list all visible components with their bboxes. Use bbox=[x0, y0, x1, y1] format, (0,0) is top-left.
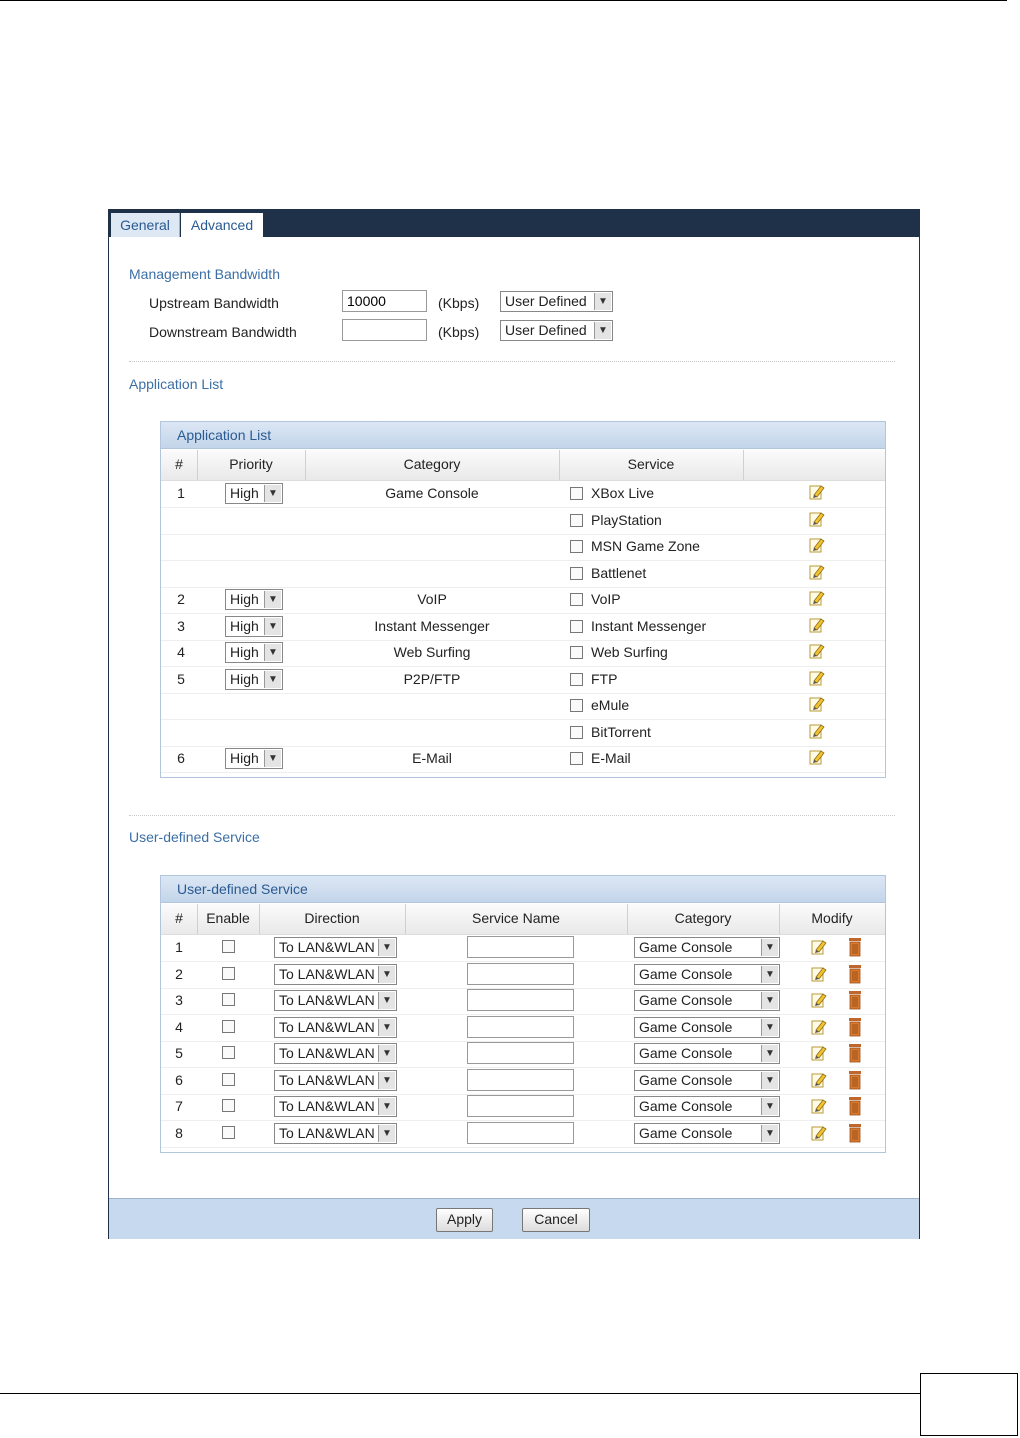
category-text: Instant Messenger bbox=[374, 617, 490, 634]
col-num: # bbox=[175, 456, 183, 472]
edit-icon[interactable] bbox=[810, 1018, 828, 1036]
enable-checkbox[interactable] bbox=[222, 940, 235, 953]
row-number: 3 bbox=[175, 992, 183, 1008]
table-row bbox=[161, 667, 885, 694]
col-category: Category bbox=[674, 910, 732, 926]
delete-icon[interactable] bbox=[846, 1096, 864, 1116]
chevron-down-icon: ▼ bbox=[378, 992, 395, 1009]
category-select[interactable] bbox=[634, 1123, 780, 1144]
row-number: 6 bbox=[175, 1071, 183, 1088]
category-select[interactable] bbox=[634, 1070, 780, 1091]
chevron-down-icon: ▼ bbox=[761, 1019, 778, 1036]
category-value: Game Console bbox=[639, 992, 733, 1008]
category-select[interactable] bbox=[634, 964, 780, 985]
category-select[interactable] bbox=[634, 1017, 780, 1038]
management-bandwidth-title: Management Bandwidth bbox=[129, 266, 280, 282]
service-text: Battlenet bbox=[591, 564, 647, 581]
apply-button[interactable]: Apply bbox=[436, 1208, 493, 1232]
downstream-mode-value: User Defined bbox=[505, 322, 587, 338]
direction-select[interactable] bbox=[274, 1017, 397, 1038]
table-row bbox=[161, 1041, 885, 1068]
row-number: 4 bbox=[177, 644, 185, 660]
edit-icon[interactable] bbox=[808, 510, 826, 528]
direction-value: To LAN&WLAN bbox=[279, 992, 375, 1008]
service-checkbox[interactable] bbox=[570, 646, 583, 659]
service-name-input[interactable] bbox=[467, 936, 574, 958]
chevron-down-icon: ▼ bbox=[264, 591, 281, 608]
chevron-down-icon: ▼ bbox=[378, 1125, 395, 1142]
button-bar bbox=[109, 1198, 919, 1239]
row-number: 1 bbox=[177, 485, 185, 501]
category-select[interactable] bbox=[634, 937, 780, 958]
category-text: Web Surfing bbox=[393, 644, 471, 660]
user-defined-column-headers bbox=[161, 904, 885, 935]
row-number: 4 bbox=[175, 1018, 183, 1035]
edit-icon[interactable] bbox=[810, 1071, 828, 1089]
user-defined-table-header bbox=[161, 876, 885, 903]
edit-icon[interactable] bbox=[810, 1124, 828, 1142]
category-value: Game Console bbox=[639, 1018, 733, 1035]
upstream-unit: (Kbps) bbox=[438, 295, 480, 311]
upstream-input[interactable] bbox=[342, 290, 427, 312]
priority-select[interactable] bbox=[225, 589, 283, 610]
col-enable: Enable bbox=[206, 910, 250, 926]
direction-value: To LAN&WLAN bbox=[279, 1018, 375, 1035]
col-direction: Direction bbox=[304, 910, 360, 926]
delete-icon[interactable] bbox=[846, 1070, 864, 1090]
table-row bbox=[161, 746, 885, 773]
downstream-mode-select[interactable] bbox=[500, 320, 613, 341]
service-checkbox[interactable] bbox=[570, 567, 583, 580]
direction-select[interactable] bbox=[274, 1070, 397, 1091]
edit-icon[interactable] bbox=[808, 722, 826, 740]
edit-icon[interactable] bbox=[810, 938, 828, 956]
table-row bbox=[161, 587, 885, 614]
enable-checkbox[interactable] bbox=[222, 1126, 235, 1139]
chevron-down-icon: ▼ bbox=[378, 1019, 395, 1036]
chevron-down-icon: ▼ bbox=[594, 293, 611, 310]
application-list-section-title: Application List bbox=[129, 376, 224, 392]
cancel-button[interactable]: Cancel bbox=[522, 1208, 590, 1232]
downstream-unit: (Kbps) bbox=[438, 324, 480, 340]
table-row bbox=[161, 935, 885, 962]
page-top-rule bbox=[0, 0, 1007, 1]
delete-icon[interactable] bbox=[846, 964, 864, 984]
row-number: 6 bbox=[177, 750, 185, 766]
category-select[interactable] bbox=[634, 1096, 780, 1117]
service-text: BitTorrent bbox=[591, 723, 651, 740]
table-row bbox=[161, 962, 885, 989]
direction-select[interactable] bbox=[274, 990, 397, 1011]
row-number: 7 bbox=[175, 1098, 183, 1114]
priority-value: High bbox=[230, 750, 259, 766]
table-row bbox=[161, 561, 885, 588]
row-number: 2 bbox=[175, 965, 183, 982]
direction-value: To LAN&WLAN bbox=[279, 1071, 375, 1088]
user-defined-service-table bbox=[160, 875, 886, 1153]
service-checkbox[interactable] bbox=[570, 673, 583, 686]
chevron-down-icon: ▼ bbox=[761, 1098, 778, 1115]
category-value: Game Console bbox=[639, 1045, 733, 1061]
section-divider bbox=[129, 361, 895, 362]
priority-value: High bbox=[230, 617, 259, 634]
direction-select[interactable] bbox=[274, 937, 397, 958]
table-row bbox=[161, 1068, 885, 1095]
service-text: Instant Messenger bbox=[591, 617, 707, 634]
category-select[interactable] bbox=[634, 1043, 780, 1064]
service-checkbox[interactable] bbox=[570, 593, 583, 606]
application-list-table-header bbox=[161, 422, 885, 449]
edit-icon[interactable] bbox=[808, 589, 826, 607]
table-row bbox=[161, 693, 885, 720]
application-list-table bbox=[160, 421, 886, 778]
enable-checkbox[interactable] bbox=[222, 993, 235, 1006]
service-name-input[interactable] bbox=[467, 989, 574, 1011]
tab-bar bbox=[109, 210, 919, 237]
priority-select[interactable] bbox=[225, 483, 283, 504]
delete-icon[interactable] bbox=[846, 990, 864, 1010]
edit-icon[interactable] bbox=[810, 991, 828, 1009]
edit-icon[interactable] bbox=[810, 1044, 828, 1062]
edit-icon[interactable] bbox=[808, 695, 826, 713]
advanced-settings-panel bbox=[108, 209, 920, 1239]
service-name-input[interactable] bbox=[467, 1122, 574, 1144]
chevron-down-icon: ▼ bbox=[378, 1098, 395, 1115]
service-text: FTP bbox=[591, 670, 618, 687]
chevron-down-icon: ▼ bbox=[264, 618, 281, 635]
service-checkbox[interactable] bbox=[570, 752, 583, 765]
category-value: Game Console bbox=[639, 1098, 733, 1114]
service-text: Web Surfing bbox=[591, 644, 668, 660]
page-number-box bbox=[920, 1373, 1018, 1436]
row-number: 2 bbox=[177, 591, 185, 607]
edit-icon[interactable] bbox=[808, 483, 826, 501]
delete-icon[interactable] bbox=[846, 1123, 864, 1143]
chevron-down-icon: ▼ bbox=[264, 485, 281, 502]
table-row bbox=[161, 720, 885, 747]
priority-select[interactable] bbox=[225, 748, 283, 769]
edit-icon[interactable] bbox=[810, 965, 828, 983]
application-list-table-title: Application List bbox=[177, 427, 272, 443]
category-text: E-Mail bbox=[412, 750, 452, 766]
table-row bbox=[161, 534, 885, 561]
edit-icon[interactable] bbox=[808, 563, 826, 581]
upstream-mode-value: User Defined bbox=[505, 293, 587, 309]
edit-icon[interactable] bbox=[808, 616, 826, 634]
category-value: Game Console bbox=[639, 965, 733, 982]
direction-select[interactable] bbox=[274, 1043, 397, 1064]
category-text: Game Console bbox=[385, 485, 479, 501]
service-checkbox[interactable] bbox=[570, 620, 583, 633]
upstream-label: Upstream Bandwidth bbox=[149, 295, 279, 311]
table-row bbox=[161, 640, 885, 667]
col-modify: Modify bbox=[811, 910, 853, 926]
edit-icon[interactable] bbox=[810, 1097, 828, 1115]
priority-value: High bbox=[230, 591, 259, 607]
priority-select[interactable] bbox=[225, 669, 283, 690]
tab-advanced[interactable]: Advanced bbox=[181, 213, 263, 238]
col-service-name: Service Name bbox=[472, 910, 560, 926]
direction-value: To LAN&WLAN bbox=[279, 1045, 375, 1061]
table-row bbox=[161, 1121, 885, 1148]
row-number: 1 bbox=[175, 939, 183, 955]
priority-select[interactable] bbox=[225, 616, 283, 637]
chevron-down-icon: ▼ bbox=[264, 750, 281, 767]
delete-icon[interactable] bbox=[846, 1017, 864, 1037]
chevron-down-icon: ▼ bbox=[761, 1045, 778, 1062]
direction-value: To LAN&WLAN bbox=[279, 965, 375, 982]
enable-checkbox[interactable] bbox=[222, 967, 235, 980]
user-defined-section-title: User-defined Service bbox=[129, 829, 260, 845]
tab-general[interactable]: General bbox=[111, 213, 180, 237]
service-checkbox[interactable] bbox=[570, 699, 583, 712]
chevron-down-icon: ▼ bbox=[378, 1045, 395, 1062]
category-text: P2P/FTP bbox=[403, 670, 461, 687]
downstream-input[interactable] bbox=[342, 319, 427, 341]
row-number: 3 bbox=[177, 617, 185, 634]
chevron-down-icon: ▼ bbox=[378, 939, 395, 956]
service-text: PlayStation bbox=[591, 511, 662, 528]
service-text: E-Mail bbox=[591, 750, 631, 766]
chevron-down-icon: ▼ bbox=[761, 1072, 778, 1089]
user-defined-table-title: User-defined Service bbox=[177, 881, 308, 897]
service-checkbox[interactable] bbox=[570, 514, 583, 527]
chevron-down-icon: ▼ bbox=[761, 1125, 778, 1142]
chevron-down-icon: ▼ bbox=[264, 644, 281, 661]
table-row bbox=[161, 1015, 885, 1042]
category-select[interactable] bbox=[634, 990, 780, 1011]
edit-icon[interactable] bbox=[808, 748, 826, 766]
service-name-input[interactable] bbox=[467, 1042, 574, 1064]
direction-value: To LAN&WLAN bbox=[279, 1124, 375, 1141]
col-category: Category bbox=[403, 456, 461, 472]
chevron-down-icon: ▼ bbox=[264, 671, 281, 688]
priority-select[interactable] bbox=[225, 642, 283, 663]
service-name-input[interactable] bbox=[467, 1069, 574, 1091]
service-text: eMule bbox=[591, 697, 630, 713]
direction-select[interactable] bbox=[274, 1096, 397, 1117]
service-text: MSN Game Zone bbox=[591, 538, 700, 554]
edit-icon[interactable] bbox=[808, 669, 826, 687]
row-number: 5 bbox=[175, 1045, 183, 1061]
page-bottom-rule bbox=[0, 1393, 920, 1394]
enable-checkbox[interactable] bbox=[222, 1099, 235, 1112]
chevron-down-icon: ▼ bbox=[761, 966, 778, 983]
chevron-down-icon: ▼ bbox=[761, 939, 778, 956]
service-checkbox[interactable] bbox=[570, 540, 583, 553]
application-list-column-headers bbox=[161, 450, 885, 481]
chevron-down-icon: ▼ bbox=[761, 992, 778, 1009]
edit-icon[interactable] bbox=[808, 642, 826, 660]
service-checkbox[interactable] bbox=[570, 487, 583, 500]
delete-icon[interactable] bbox=[846, 937, 864, 957]
direction-select[interactable] bbox=[274, 1123, 397, 1144]
row-number: 8 bbox=[175, 1124, 183, 1141]
enable-checkbox[interactable] bbox=[222, 1073, 235, 1086]
service-checkbox[interactable] bbox=[570, 726, 583, 739]
priority-value: High bbox=[230, 670, 259, 687]
category-value: Game Console bbox=[639, 1124, 733, 1141]
chevron-down-icon: ▼ bbox=[594, 322, 611, 339]
edit-icon[interactable] bbox=[808, 536, 826, 554]
chevron-down-icon: ▼ bbox=[378, 966, 395, 983]
table-row bbox=[161, 1094, 885, 1121]
direction-value: To LAN&WLAN bbox=[279, 1098, 375, 1114]
table-row bbox=[161, 481, 885, 508]
service-name-input[interactable] bbox=[467, 1095, 574, 1117]
table-row bbox=[161, 988, 885, 1015]
service-name-input[interactable] bbox=[467, 1016, 574, 1038]
downstream-label: Downstream Bandwidth bbox=[149, 324, 297, 340]
col-service: Service bbox=[627, 456, 675, 472]
priority-value: High bbox=[230, 644, 259, 660]
service-name-input[interactable] bbox=[467, 963, 574, 985]
service-text: VoIP bbox=[591, 591, 621, 607]
col-separator bbox=[743, 450, 744, 480]
direction-select[interactable] bbox=[274, 964, 397, 985]
table-row bbox=[161, 508, 885, 535]
category-text: VoIP bbox=[417, 591, 447, 607]
direction-value: To LAN&WLAN bbox=[279, 939, 375, 955]
upstream-mode-select[interactable] bbox=[500, 291, 613, 312]
priority-value: High bbox=[230, 485, 259, 501]
service-text: XBox Live bbox=[591, 485, 655, 501]
delete-icon[interactable] bbox=[846, 1043, 864, 1063]
section-divider bbox=[129, 815, 895, 816]
row-number: 5 bbox=[177, 670, 185, 687]
category-value: Game Console bbox=[639, 1071, 733, 1088]
chevron-down-icon: ▼ bbox=[378, 1072, 395, 1089]
enable-checkbox[interactable] bbox=[222, 1020, 235, 1033]
category-value: Game Console bbox=[639, 939, 733, 955]
col-priority: Priority bbox=[229, 456, 273, 472]
col-num: # bbox=[175, 910, 183, 926]
table-row bbox=[161, 614, 885, 641]
enable-checkbox[interactable] bbox=[222, 1046, 235, 1059]
